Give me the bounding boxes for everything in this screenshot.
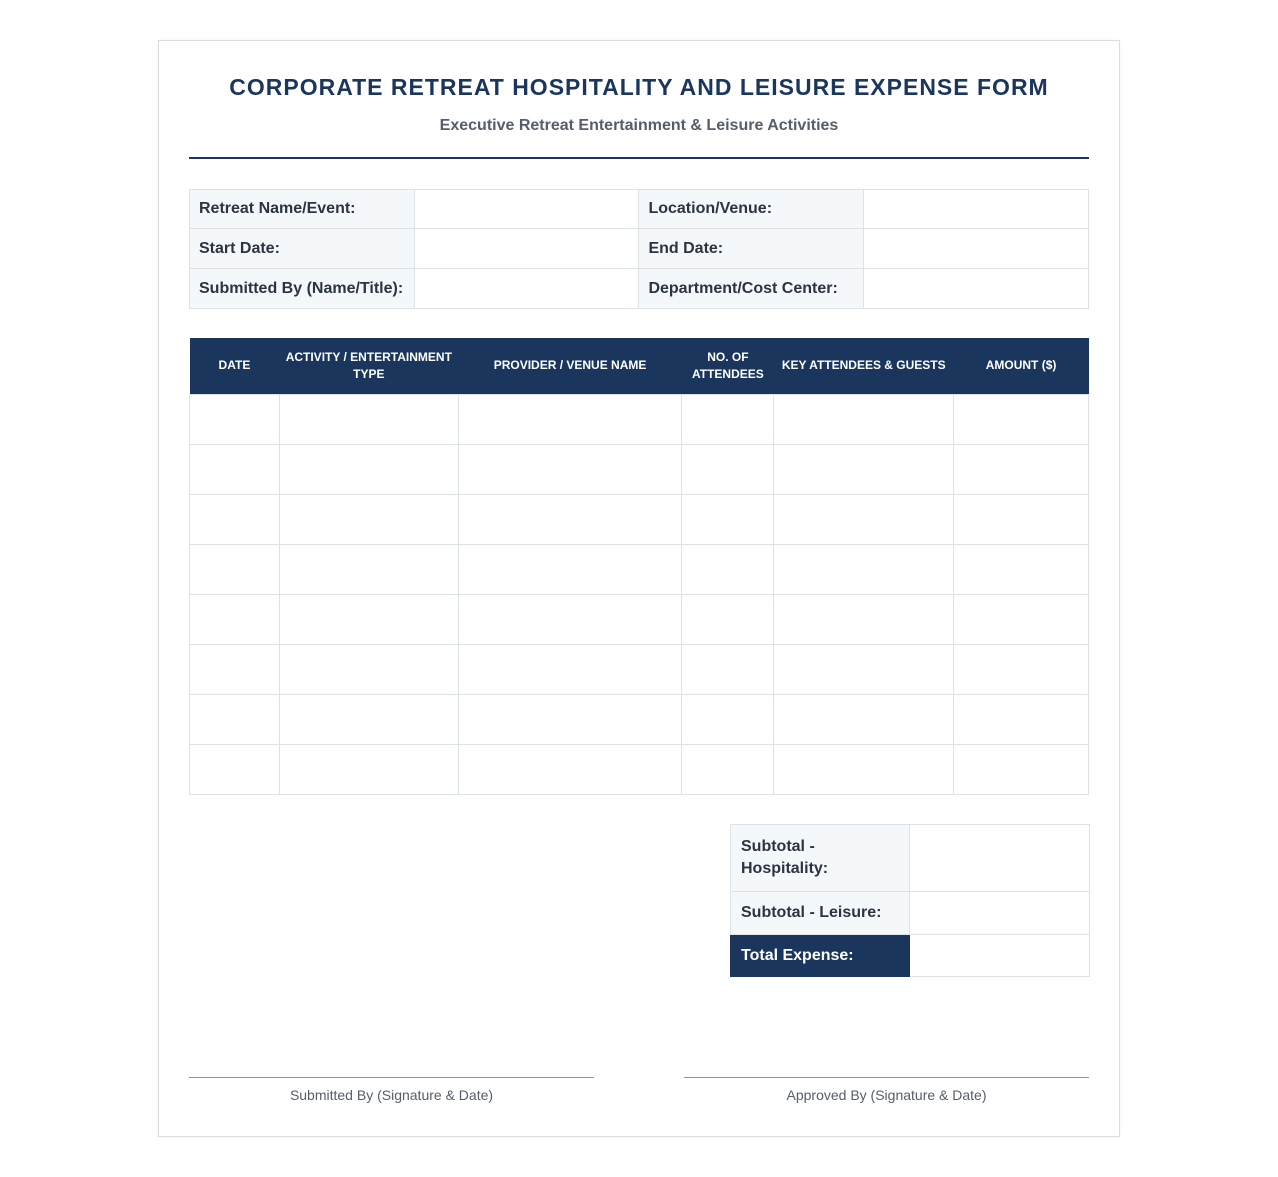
table-row: [190, 544, 1089, 594]
attendees-cell[interactable]: [682, 544, 774, 594]
expense-header-row: [190, 338, 1089, 394]
end-date-field[interactable]: [864, 229, 1089, 269]
column-header-date: DATE: [190, 338, 280, 394]
total-expense-label: Total Expense:: [731, 935, 910, 977]
amount-cell[interactable]: [954, 694, 1089, 744]
amount-cell[interactable]: [954, 594, 1089, 644]
table-row: [190, 644, 1089, 694]
retreat-name-label: Retreat Name/Event:: [190, 190, 415, 229]
table-row: [190, 444, 1089, 494]
location-field[interactable]: [864, 190, 1089, 229]
column-header-attendees: NO. OF ATTENDEES: [682, 338, 774, 394]
key-attendees-cell[interactable]: [774, 594, 954, 644]
key-attendees-cell[interactable]: [774, 544, 954, 594]
activity-cell[interactable]: [279, 644, 458, 694]
date-cell[interactable]: [190, 644, 280, 694]
subtotal-hospitality-label: Subtotal - Hospitality:: [731, 825, 910, 892]
attendees-cell[interactable]: [682, 744, 774, 794]
provider-cell[interactable]: [458, 444, 682, 494]
end-date-label: End Date:: [639, 229, 864, 269]
attendees-cell[interactable]: [682, 394, 774, 444]
department-label: Department/Cost Center:: [639, 269, 864, 309]
date-cell[interactable]: [190, 694, 280, 744]
table-row: [190, 744, 1089, 794]
submitted-by-label: Submitted By (Name/Title):: [190, 269, 415, 309]
form-subtitle: Executive Retreat Entertainment & Leisure Activities: [439, 117, 839, 134]
date-cell[interactable]: [190, 544, 280, 594]
submitted-signature-line[interactable]: Submitted By (Signature & Date): [189, 1077, 594, 1103]
activity-cell[interactable]: [279, 444, 458, 494]
department-field[interactable]: [864, 269, 1089, 309]
amount-cell[interactable]: [954, 394, 1089, 444]
amount-cell[interactable]: [954, 544, 1089, 594]
provider-cell[interactable]: [458, 644, 682, 694]
form-page: [158, 40, 1120, 1137]
date-cell[interactable]: [190, 744, 280, 794]
total-expense-field[interactable]: [909, 935, 1089, 977]
header-divider: [189, 157, 1089, 159]
column-header-key-attendees: KEY ATTENDEES & GUESTS: [774, 338, 954, 394]
table-row: [190, 494, 1089, 544]
attendees-cell[interactable]: [682, 444, 774, 494]
expense-table: [189, 338, 1089, 795]
key-attendees-cell[interactable]: [774, 694, 954, 744]
expense-rows: [190, 394, 1089, 794]
column-header-amount: AMOUNT ($): [954, 338, 1089, 394]
key-attendees-cell[interactable]: [774, 644, 954, 694]
form-title: CORPORATE RETREAT HOSPITALITY AND LEISURE EXPENSE FORM: [229, 74, 1049, 100]
amount-cell[interactable]: [954, 444, 1089, 494]
provider-cell[interactable]: [458, 694, 682, 744]
activity-cell[interactable]: [279, 394, 458, 444]
provider-cell[interactable]: [458, 544, 682, 594]
subtotal-leisure-field[interactable]: [909, 892, 1089, 935]
subtotal-leisure-label: Subtotal - Leisure:: [731, 892, 910, 935]
activity-cell[interactable]: [279, 744, 458, 794]
submitted-by-field[interactable]: [414, 269, 639, 309]
subtotal-hospitality-field[interactable]: [909, 825, 1089, 892]
provider-cell[interactable]: [458, 744, 682, 794]
table-row: [190, 594, 1089, 644]
retreat-info-table: [189, 189, 1089, 309]
amount-cell[interactable]: [954, 644, 1089, 694]
attendees-cell[interactable]: [682, 644, 774, 694]
attendees-cell[interactable]: [682, 594, 774, 644]
date-cell[interactable]: [190, 394, 280, 444]
totals-table: [730, 824, 1090, 977]
key-attendees-cell[interactable]: [774, 494, 954, 544]
activity-cell[interactable]: [279, 594, 458, 644]
column-header-provider: PROVIDER / VENUE NAME: [458, 338, 682, 394]
attendees-cell[interactable]: [682, 494, 774, 544]
activity-cell[interactable]: [279, 494, 458, 544]
activity-cell[interactable]: [279, 694, 458, 744]
date-cell[interactable]: [190, 594, 280, 644]
table-row: [190, 694, 1089, 744]
approved-signature-line[interactable]: Approved By (Signature & Date): [684, 1077, 1089, 1103]
provider-cell[interactable]: [458, 494, 682, 544]
provider-cell[interactable]: [458, 394, 682, 444]
start-date-label: Start Date:: [190, 229, 415, 269]
provider-cell[interactable]: [458, 594, 682, 644]
location-label: Location/Venue:: [639, 190, 864, 229]
amount-cell[interactable]: [954, 494, 1089, 544]
date-cell[interactable]: [190, 444, 280, 494]
key-attendees-cell[interactable]: [774, 394, 954, 444]
start-date-field[interactable]: [414, 229, 639, 269]
table-row: [190, 394, 1089, 444]
amount-cell[interactable]: [954, 744, 1089, 794]
key-attendees-cell[interactable]: [774, 444, 954, 494]
retreat-name-field[interactable]: [414, 190, 639, 229]
attendees-cell[interactable]: [682, 694, 774, 744]
key-attendees-cell[interactable]: [774, 744, 954, 794]
date-cell[interactable]: [190, 494, 280, 544]
activity-cell[interactable]: [279, 544, 458, 594]
column-header-activity: ACTIVITY / ENTERTAINMENT TYPE: [279, 338, 458, 394]
